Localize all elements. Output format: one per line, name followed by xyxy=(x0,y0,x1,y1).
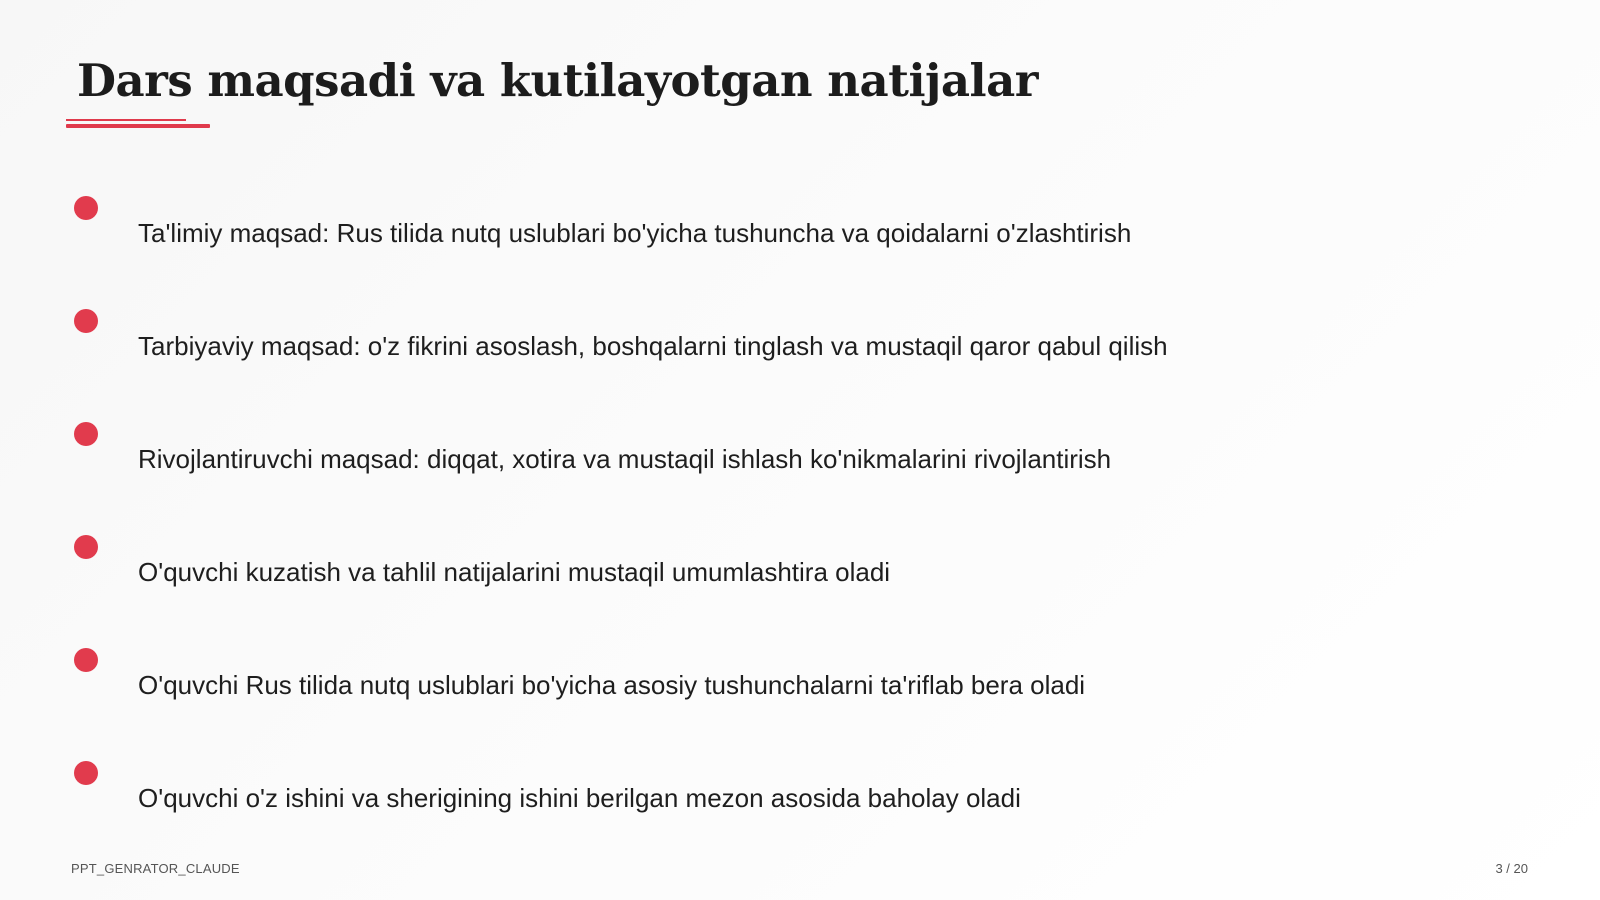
slide-title: Dars maqsadi va kutilayotgan natijalar xyxy=(77,54,1038,107)
bullet-item-outcome-assess xyxy=(0,761,1600,831)
bullet-text: O'quvchi o'z ishini va sherigining ishini berilgan mezon asosida baholay oladi xyxy=(138,783,1021,813)
bullet-dot-icon xyxy=(74,309,98,333)
bullet-item-outcome-generalize xyxy=(0,535,1600,605)
bullet-dot-icon xyxy=(74,648,98,672)
bullet-text: O'quvchi Rus tilida nutq uslublari bo'yicha asosiy tushunchalarni ta'riflab bera oladi xyxy=(138,670,1086,700)
footer-page-indicator: 3 / 20 xyxy=(1495,861,1528,876)
bullet-item-upbringing-goal xyxy=(0,309,1600,379)
bullet-text: Tarbiyaviy maqsad: o'z fikrini asoslash, boshqalarni tinglash va mustaqil qaror qabul qilish xyxy=(138,331,1168,361)
bullet-dot-icon xyxy=(74,761,98,785)
bullet-text: Rivojlantiruvchi maqsad: diqqat, xotira va mustaqil ishlash ko'nikmalarini rivojlantirish xyxy=(138,444,1112,474)
footer-source-label: PPT_GENRATOR_CLAUDE xyxy=(71,861,240,876)
bullet-text: O'quvchi kuzatish va tahlil natijalarini mustaqil umumlashtira oladi xyxy=(138,557,891,587)
bullet-text: Ta'limiy maqsad: Rus tilida nutq uslublari bo'yicha tushuncha va qoidalarni o'zlashtirish xyxy=(138,218,1132,248)
bullet-item-outcome-define xyxy=(0,648,1600,718)
bullet-dot-icon xyxy=(74,196,98,220)
bullet-dot-icon xyxy=(74,535,98,559)
bullet-dot-icon xyxy=(74,422,98,446)
bullet-item-developmental-goal xyxy=(0,422,1600,492)
title-underline-thin-line xyxy=(66,119,186,121)
bullet-item-educational-goal xyxy=(0,196,1600,266)
title-underline-decoration xyxy=(66,119,210,128)
title-underline-thick-line xyxy=(66,124,210,128)
